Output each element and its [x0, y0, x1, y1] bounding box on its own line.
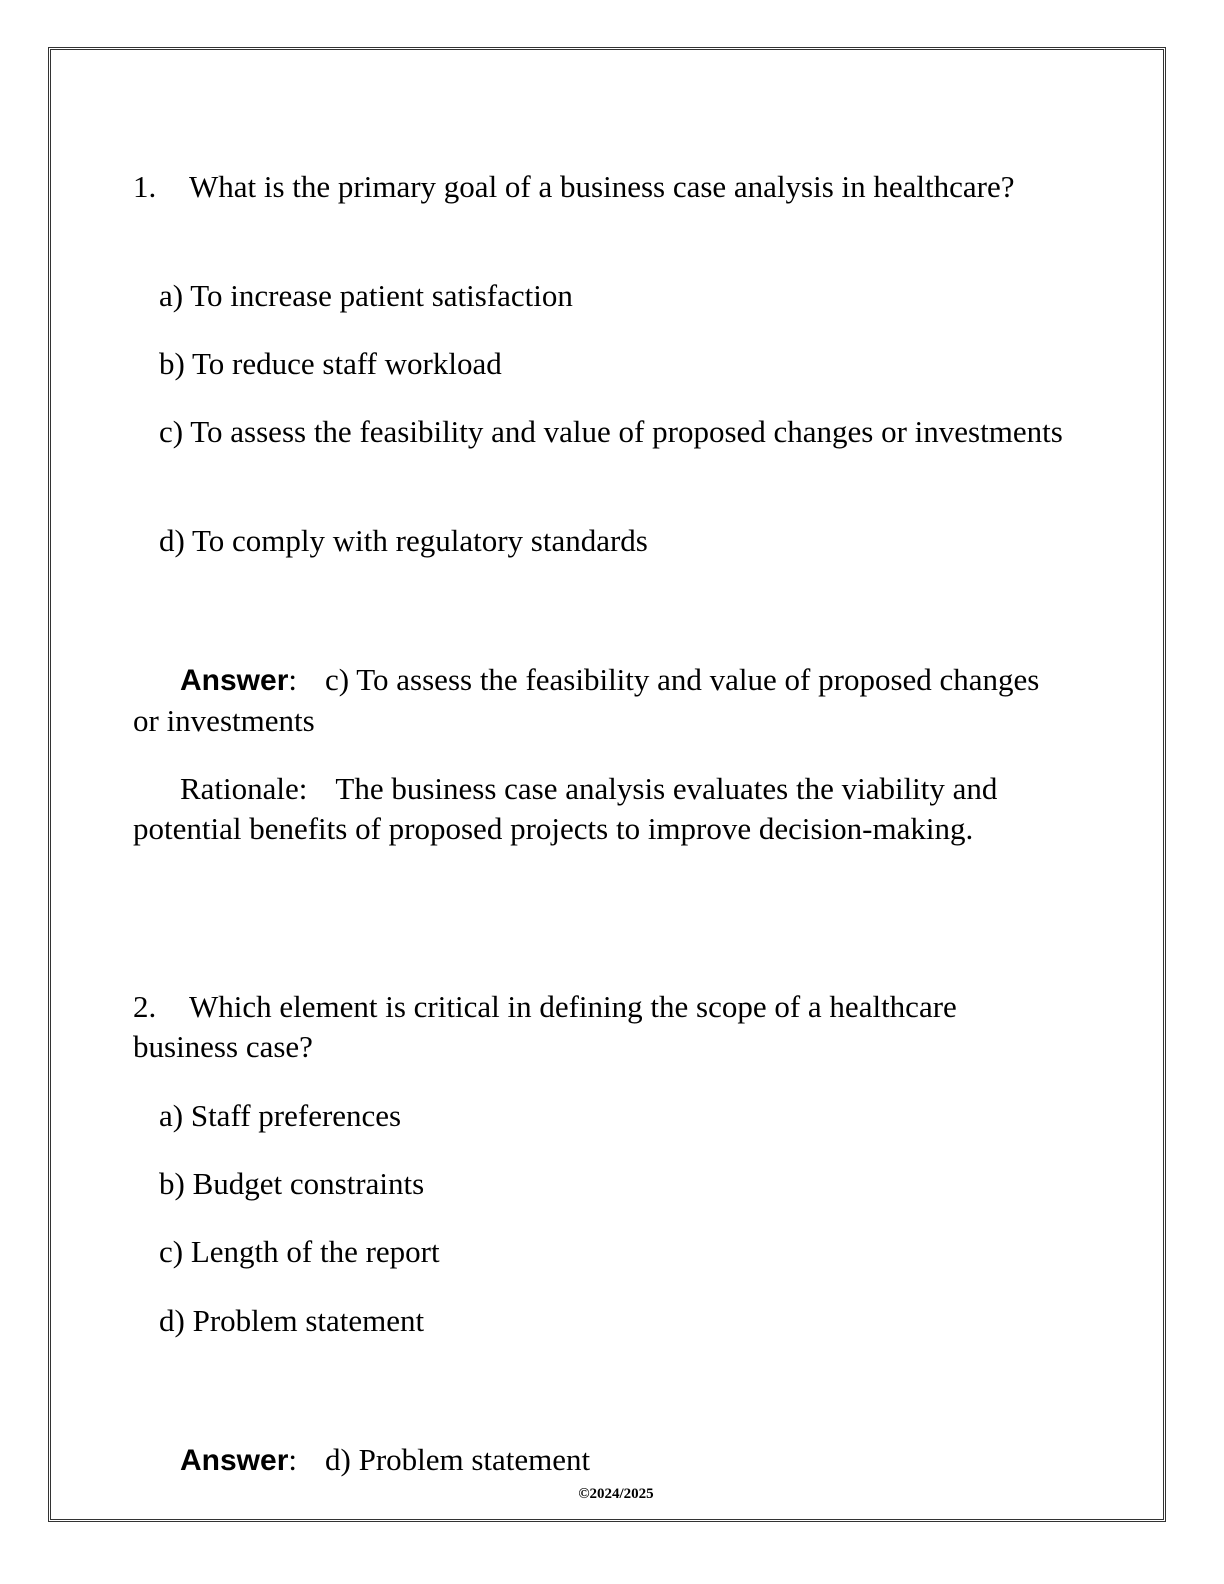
question-1-option-b: b) To reduce staff workload	[159, 346, 502, 381]
question-1-option-c: c) To assess the feasibility and value of proposed changes or investments	[159, 414, 1063, 449]
question-1-text: What is the primary goal of a business case analysis in healthcare?	[189, 169, 1015, 204]
question-2-number: 2.	[133, 989, 157, 1024]
question-1-answer	[133, 660, 1063, 741]
answer-label: Answer	[180, 1444, 289, 1477]
question-2-option-b: b) Budget constraints	[159, 1166, 425, 1201]
question-2	[133, 987, 1063, 1067]
copyright-footer: ©2024/2025	[578, 1486, 654, 1502]
question-2-option-c: c) Length of the report	[159, 1234, 440, 1269]
question-2-answer	[133, 1440, 1063, 1481]
rationale-text: The business case analysis evaluates the viability and potential benefits of proposed projects to improve decision-making.	[133, 771, 998, 846]
answer-text: c) To assess the feasibility and value of proposed changes or investments	[133, 662, 1040, 738]
question-1-option-d: d) To comply with regulatory standards	[159, 523, 648, 558]
question-1-number: 1.	[133, 169, 157, 204]
question-1-rationale	[133, 769, 1063, 849]
answer-label: Answer	[180, 664, 289, 697]
question-1	[133, 167, 1063, 207]
rationale-label: Rationale:	[180, 771, 308, 806]
answer-text: d) Problem statement	[325, 1442, 591, 1477]
question-2-option-a: a) Staff preferences	[159, 1098, 402, 1133]
question-1-option-a: a) To increase patient satisfaction	[159, 278, 573, 313]
answer-colon: :	[288, 662, 297, 697]
question-2-text: Which element is critical in defining the scope of a healthcare business case?	[133, 989, 957, 1064]
question-2-option-d: d) Problem statement	[159, 1303, 425, 1338]
answer-colon: :	[288, 1442, 297, 1477]
